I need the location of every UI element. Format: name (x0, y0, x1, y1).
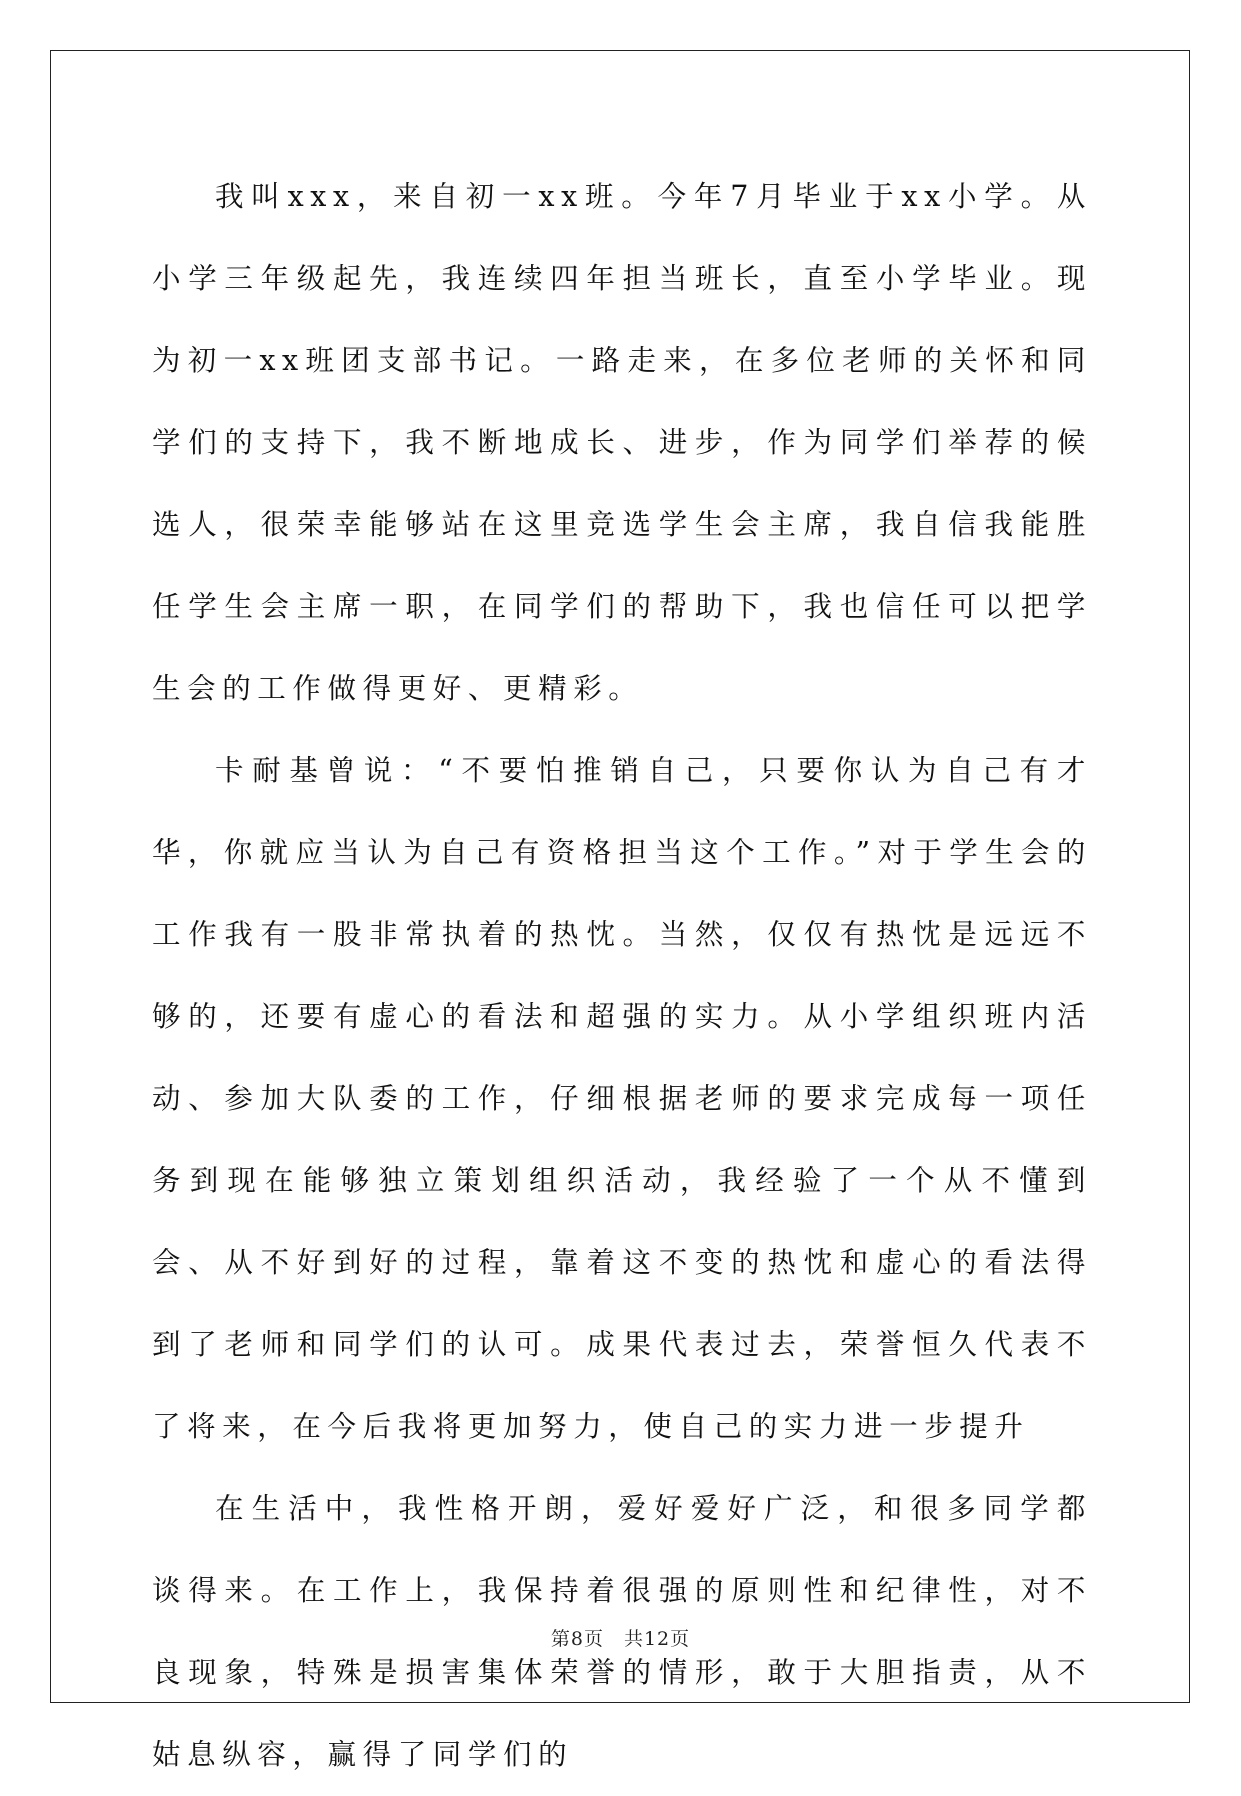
page-footer (0, 1624, 1241, 1651)
paragraph-3: 在生活中，我性格开朗，爱好爱好广泛，和很多同学都谈得来。在工作上，我保持着很强的原则性和纪律性，对不良现象，特殊是损害集体荣誉的情形，敢于大胆指责，从不姑息纵容，赢得了同学们的 (152, 1492, 1092, 1771)
paragraph-2: 卡耐基曾说：“不要怕推销自己，只要你认为自己有才华，你就应当认为自己有资格担当这个工作。”对于学生会的工作我有一股非常执着的热忱。当然，仅仅有热忱是远远不够的，还要有虚心的看法和超强的实力。从小学组织班内活动、参加大队委的工作，仔细根据老师的要求完成每一项任务到现在能够独立策划组织活动，我经验了一个从不懂到会、从不好到好的过程，靠着这不变的热忱和虚心的看法得到了老师和同学们的认可。成果代表过去，荣誉恒久代表不了将来，在今后我将更加努力，使自己的实力进一步提升 (152, 754, 1092, 1443)
document-body (152, 156, 1092, 1796)
page-number: 第8页 (550, 1628, 604, 1650)
paragraph-1: 我叫xxx，来自初一xx班。今年7月毕业于xx小学。从小学三年级起先，我连续四年担当班长，直至小学毕业。现为初一xx班团支部书记。一路走来，在多位老师的关怀和同学们的支持下，我不断地成长、进步，作为同学们举荐的候选人，很荣幸能够站在这里竞选学生会主席，我自信我能胜任学生会主席一职，在同学们的帮助下，我也信任可以把学生会的工作做得更好、更精彩。 (152, 180, 1092, 705)
page-total: 共12页 (623, 1628, 691, 1650)
